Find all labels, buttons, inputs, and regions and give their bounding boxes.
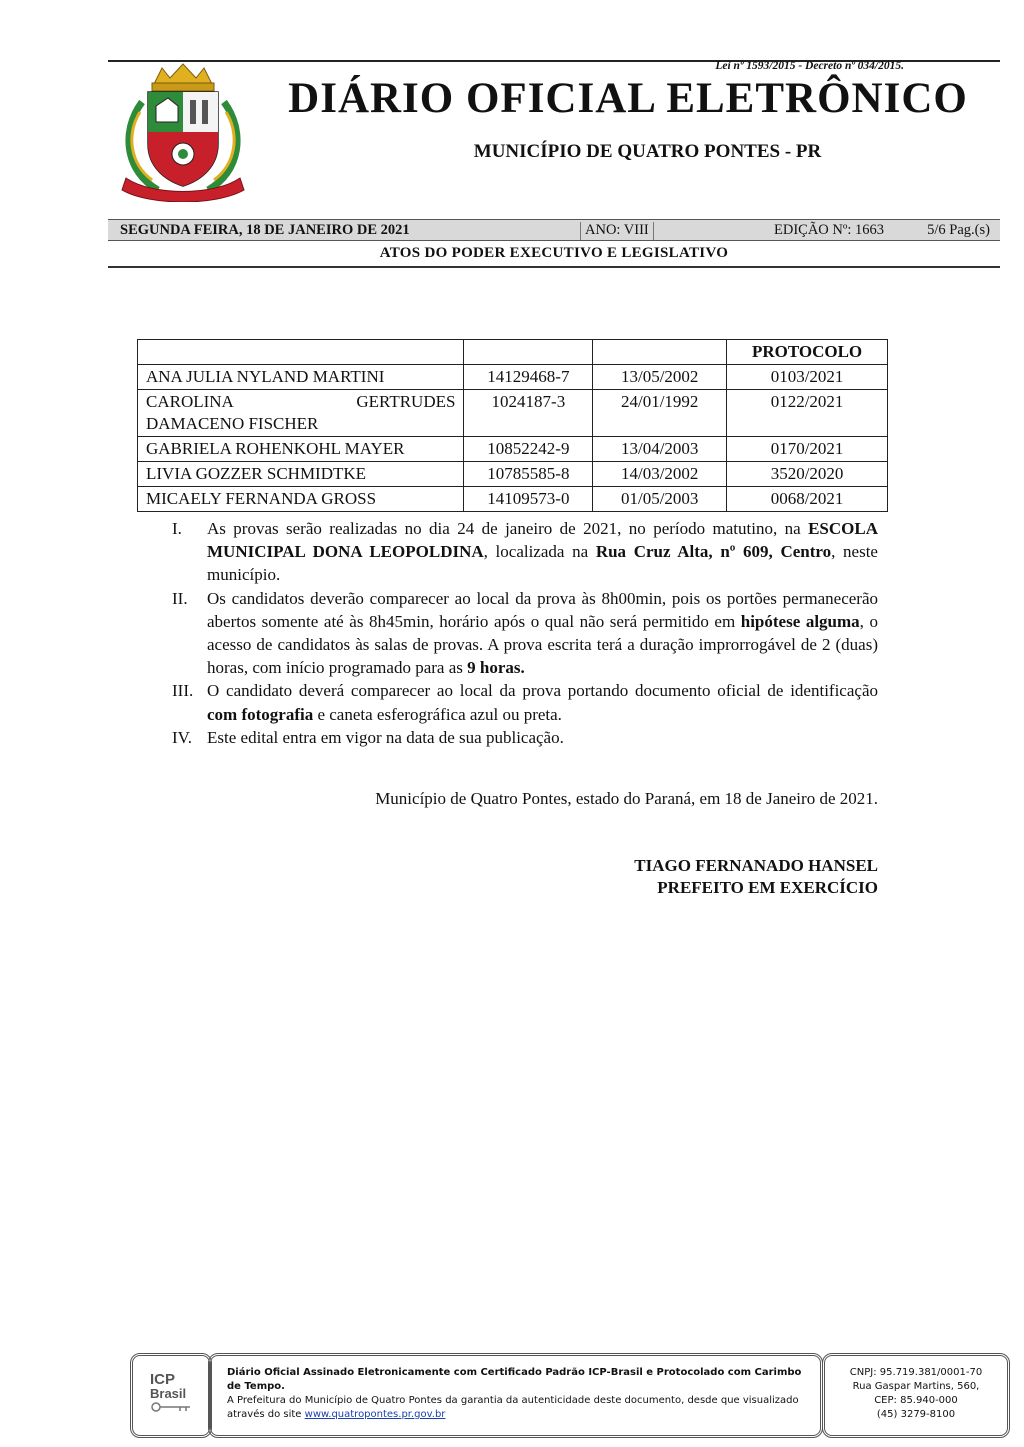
list-item [172, 587, 878, 680]
table-row [138, 487, 888, 512]
website-link[interactable]: www.quatropontes.pr.gov.br [304, 1409, 446, 1420]
publication-year: ANO: VIII [580, 222, 654, 240]
table-row [138, 390, 888, 437]
table-row [138, 462, 888, 487]
candidate-name: GABRIELA ROHENKOHL MAYER [138, 437, 464, 462]
candidate-document: 10785585-8 [464, 462, 593, 487]
candidate-birthdate: 13/04/2003 [593, 437, 727, 462]
footer-heading: Diário Oficial Assinado Eletronicamente com Certificado Padrão ICP-Brasil e Protocolado com Carimbo de Tempo. [227, 1367, 802, 1392]
footer-address: Rua Gaspar Martins, 560, [852, 1381, 980, 1392]
list-item [172, 679, 878, 725]
candidate-document: 14109573-0 [464, 487, 593, 512]
table-header-protocol: PROTOCOLO [727, 340, 888, 365]
candidate-protocol: 0103/2021 [727, 365, 888, 390]
footer-cep: CEP: 85.940-000 [874, 1395, 958, 1406]
footer-text: através do site www.quatropontes.pr.gov.br [227, 1409, 446, 1420]
table-row [138, 437, 888, 462]
item-text: As provas serão realizadas no dia 24 de janeiro de 2021, no período matutino, na ESCOLA MUNICIPAL DONA LEOPOLDINA, localizada na Rua Cruz Alta, nº 609, Centro, neste município. [207, 519, 878, 585]
candidates-table [137, 339, 888, 512]
candidate-birthdate: 13/05/2002 [593, 365, 727, 390]
candidate-name: LIVIA GOZZER SCHMIDTKE [138, 462, 464, 487]
icp-brasil-logo [150, 1372, 194, 1419]
table-header-cell [464, 340, 593, 365]
table-row [138, 365, 888, 390]
candidate-document: 10852242-9 [464, 437, 593, 462]
page-count: 5/6 Pag.(s) [927, 222, 990, 238]
edital-items [172, 517, 878, 749]
publication-date: SEGUNDA FEIRA, 18 DE JANEIRO DE 2021 [120, 222, 410, 238]
candidate-protocol: 0122/2021 [727, 390, 888, 437]
info-bar [108, 219, 1000, 241]
signer-role: PREFEITO EM EXERCÍCIO [657, 878, 878, 897]
item-text: Este edital entra em vigor na data de sua publicação. [207, 727, 564, 747]
page-subtitle: MUNICÍPIO DE QUATRO PONTES - PR [473, 141, 822, 162]
page-title: DIÁRIO OFICIAL ELETRÔNICO [288, 75, 968, 122]
icp-logo-text: ICP [150, 1371, 176, 1388]
candidate-document: 1024187-3 [464, 390, 593, 437]
candidate-document: 14129468-7 [464, 365, 593, 390]
item-number: I. [172, 519, 182, 538]
signature-block [500, 855, 878, 899]
item-text: Os candidatos deverão comparecer ao local da prova às 8h00min, pois os portões permanecerão abertos somente até às 8h45min, horário após o qual não será permitido em hipótese alguma, o acesso de candidatos às salas de provas. A prova escrita terá a duração improrrogável de 2 (duas) horas, com início programado para as 9 horas. [207, 588, 879, 678]
footer-cnpj: CNPJ: 95.719.381/0001-70 [849, 1367, 983, 1378]
candidate-protocol: 0170/2021 [727, 437, 888, 462]
list-item [172, 517, 878, 587]
section-title: ATOS DO PODER EXECUTIVO E LEGISLATIVO [379, 245, 729, 261]
footer-phone: (45) 3279-8100 [876, 1409, 956, 1420]
municipal-crest-icon [112, 62, 254, 202]
candidate-protocol: 0068/2021 [727, 487, 888, 512]
footer-contact [822, 1353, 1010, 1438]
candidate-birthdate: 24/01/1992 [593, 390, 727, 437]
candidate-name-part: GERTRUDES [356, 392, 456, 411]
footer-text: A Prefeitura do Município de Quatro Pontes da garantia da autenticidade deste documento, desde que visualizado [227, 1395, 799, 1406]
item-number: IV. [172, 727, 192, 747]
candidate-birthdate: 01/05/2003 [593, 487, 727, 512]
footer-certification [208, 1353, 823, 1438]
list-item [172, 726, 878, 749]
icp-logo-text: Brasil [150, 1386, 187, 1401]
law-reference: Lei nº 1593/2015 - Decreto nº 034/2015. [715, 60, 904, 72]
edition-number: EDIÇÃO Nº: 1663 [774, 222, 885, 238]
table-header-cell [138, 340, 464, 365]
section-rule [108, 266, 1000, 268]
signer-name: TIAGO FERNANADO HANSEL [634, 856, 878, 875]
closing-statement: Município de Quatro Pontes, estado do Paraná, em 18 de Janeiro de 2021. [375, 789, 878, 808]
candidate-protocol: 3520/2020 [727, 462, 888, 487]
item-number: II. [172, 588, 188, 608]
item-text: O candidato deverá comparecer ao local da prova portando documento oficial de identificação com fotografia e caneta esferográfica azul ou preta. [207, 681, 878, 724]
candidate-name-part: CAROLINA [146, 392, 234, 411]
candidate-name: ANA JULIA NYLAND MARTINI [138, 365, 464, 390]
key-icon [150, 1400, 194, 1414]
table-header-cell [593, 340, 727, 365]
candidate-birthdate: 14/03/2002 [593, 462, 727, 487]
candidate-name [138, 390, 464, 437]
table-header-row [138, 340, 888, 365]
candidate-name: MICAELY FERNANDA GROSS [138, 487, 464, 512]
item-number: III. [172, 681, 194, 701]
candidate-name-part: DAMACENO FISCHER [146, 414, 319, 433]
